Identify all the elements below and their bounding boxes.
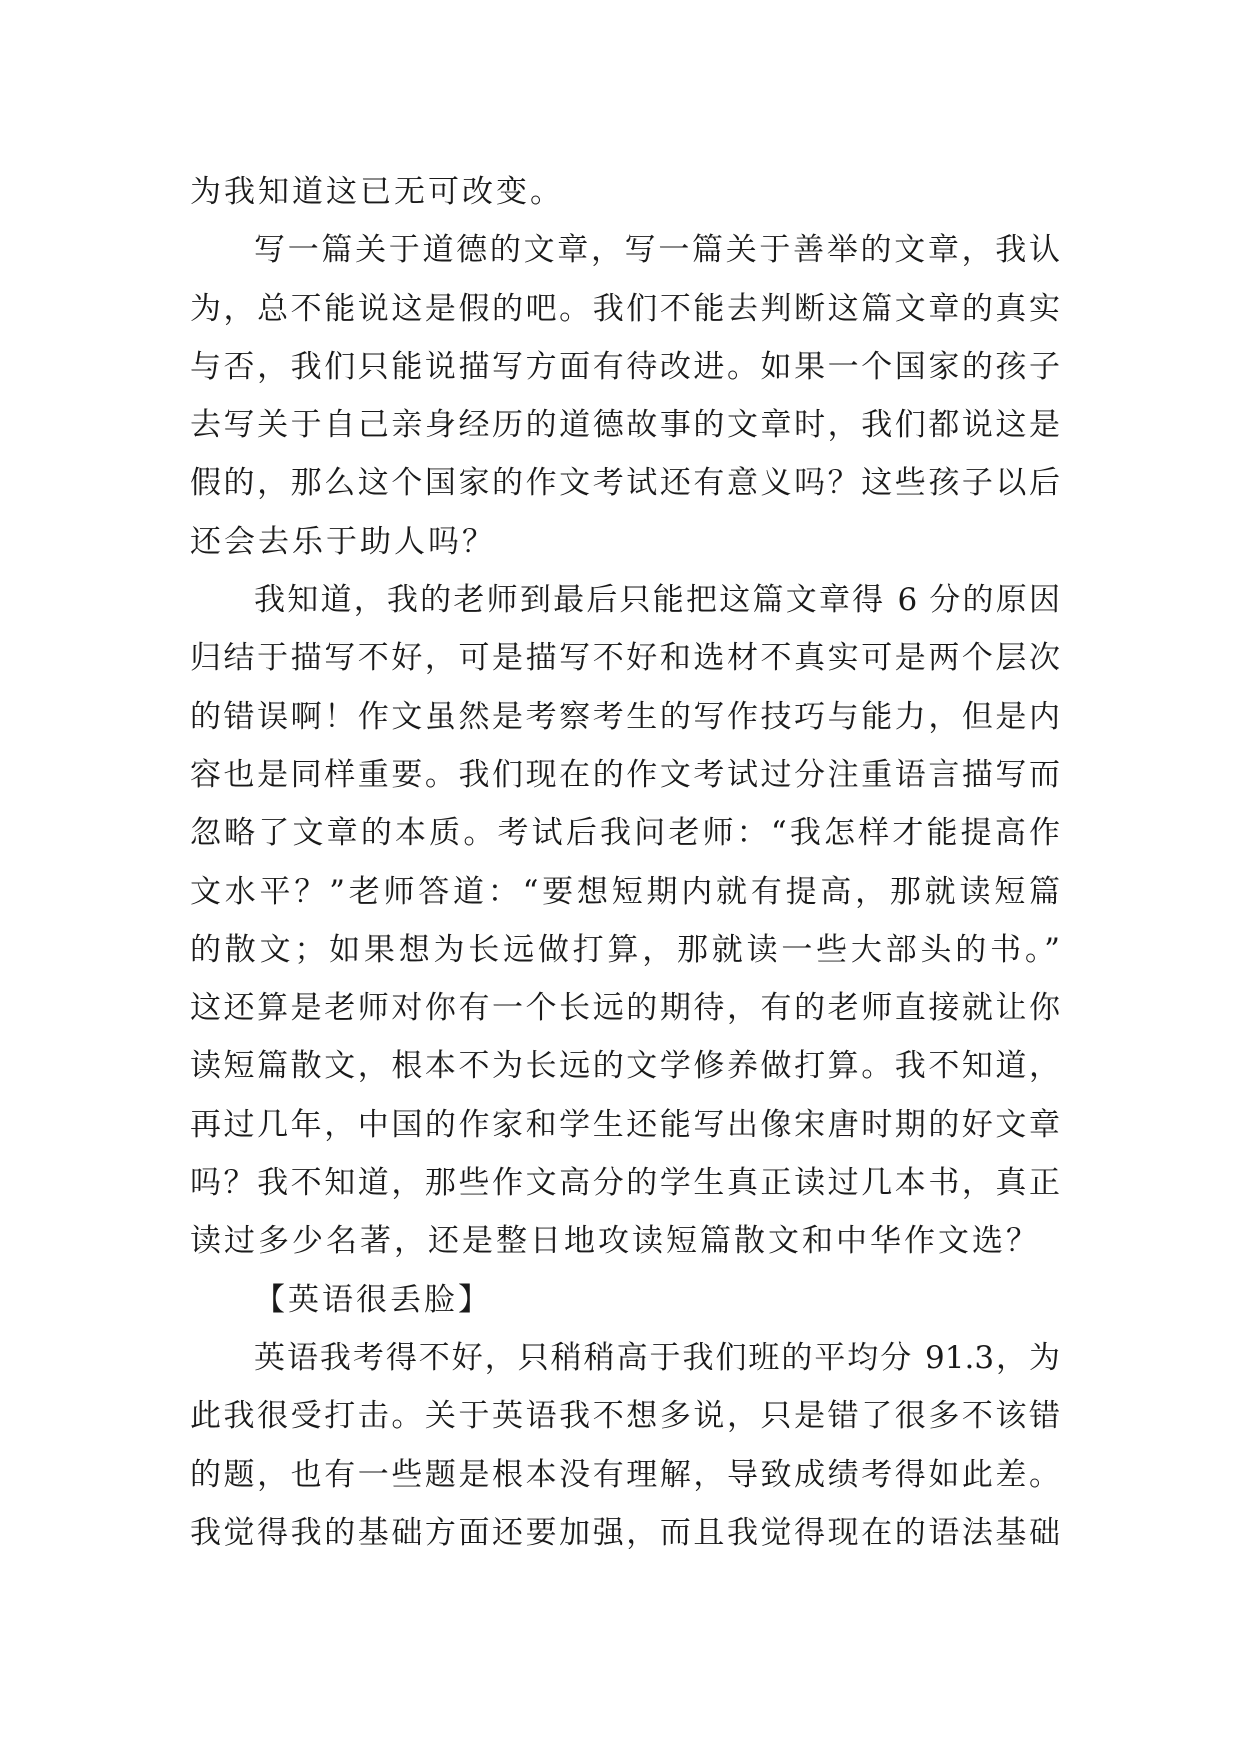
text-line: 归结于描写不好，可是描写不好和选材不真实可是两个层次	[190, 640, 1060, 677]
text-line: 我知道，我的老师到最后只能把这篇文章得 6 分的原因	[254, 582, 1060, 619]
text-line: 读过多少名著，还是整日地攻读短篇散文和中华作文选？	[190, 1223, 1040, 1260]
text-line: 假的，那么这个国家的作文考试还有意义吗？这些孩子以后	[190, 465, 1060, 502]
text-line: 吗？我不知道，那些作文高分的学生真正读过几本书，真正	[190, 1165, 1060, 1202]
text-line: 忽略了文章的本质。考试后我问老师：“我怎样才能提高作	[190, 815, 1060, 852]
text-line: 还会去乐于助人吗？	[190, 523, 496, 560]
text-line: 为我知道这已无可改变。	[190, 174, 564, 210]
text-line: 再过几年，中国的作家和学生还能写出像宋唐时期的好文章	[190, 1106, 1060, 1143]
text-line: 英语我考得不好，只稍稍高于我们班的平均分 91.3，为	[254, 1339, 1060, 1376]
text-line: 去写关于自己亲身经历的道德故事的文章时，我们都说这是	[190, 407, 1060, 444]
text-line: 我觉得我的基础方面还要加强，而且我觉得现在的语法基础	[190, 1514, 1060, 1551]
text-line: 与否，我们只能说描写方面有待改进。如果一个国家的孩子	[190, 348, 1060, 385]
text-line: 这还算是老师对你有一个长远的期待，有的老师直接就让你	[190, 990, 1060, 1027]
text-line: 容也是同样重要。我们现在的作文考试过分注重语言描写而	[190, 756, 1060, 793]
text-line: 为，总不能说这是假的吧。我们不能去判断这篇文章的真实	[190, 290, 1060, 327]
text-line: 写一篇关于道德的文章，写一篇关于善举的文章，我认	[254, 232, 1060, 269]
text-line: 此我很受打击。关于英语我不想多说，只是错了很多不该错	[190, 1398, 1060, 1435]
text-line: 文水平？”老师答道：“要想短期内就有提高，那就读短篇	[190, 873, 1060, 910]
text-line: 的题，也有一些题是根本没有理解，导致成绩考得如此差。	[190, 1456, 1060, 1493]
section-heading: 【英语很丢脸】	[254, 1281, 492, 1318]
text-line: 读短篇散文，根本不为长远的文学修养做打算。我不知道，	[190, 1048, 1060, 1085]
text-line: 的错误啊！作文虽然是考察考生的写作技巧与能力，但是内	[190, 698, 1060, 735]
document-body	[190, 163, 1060, 1562]
text-line: 的散文；如果想为长远做打算，那就读一些大部头的书。”	[190, 931, 1060, 968]
